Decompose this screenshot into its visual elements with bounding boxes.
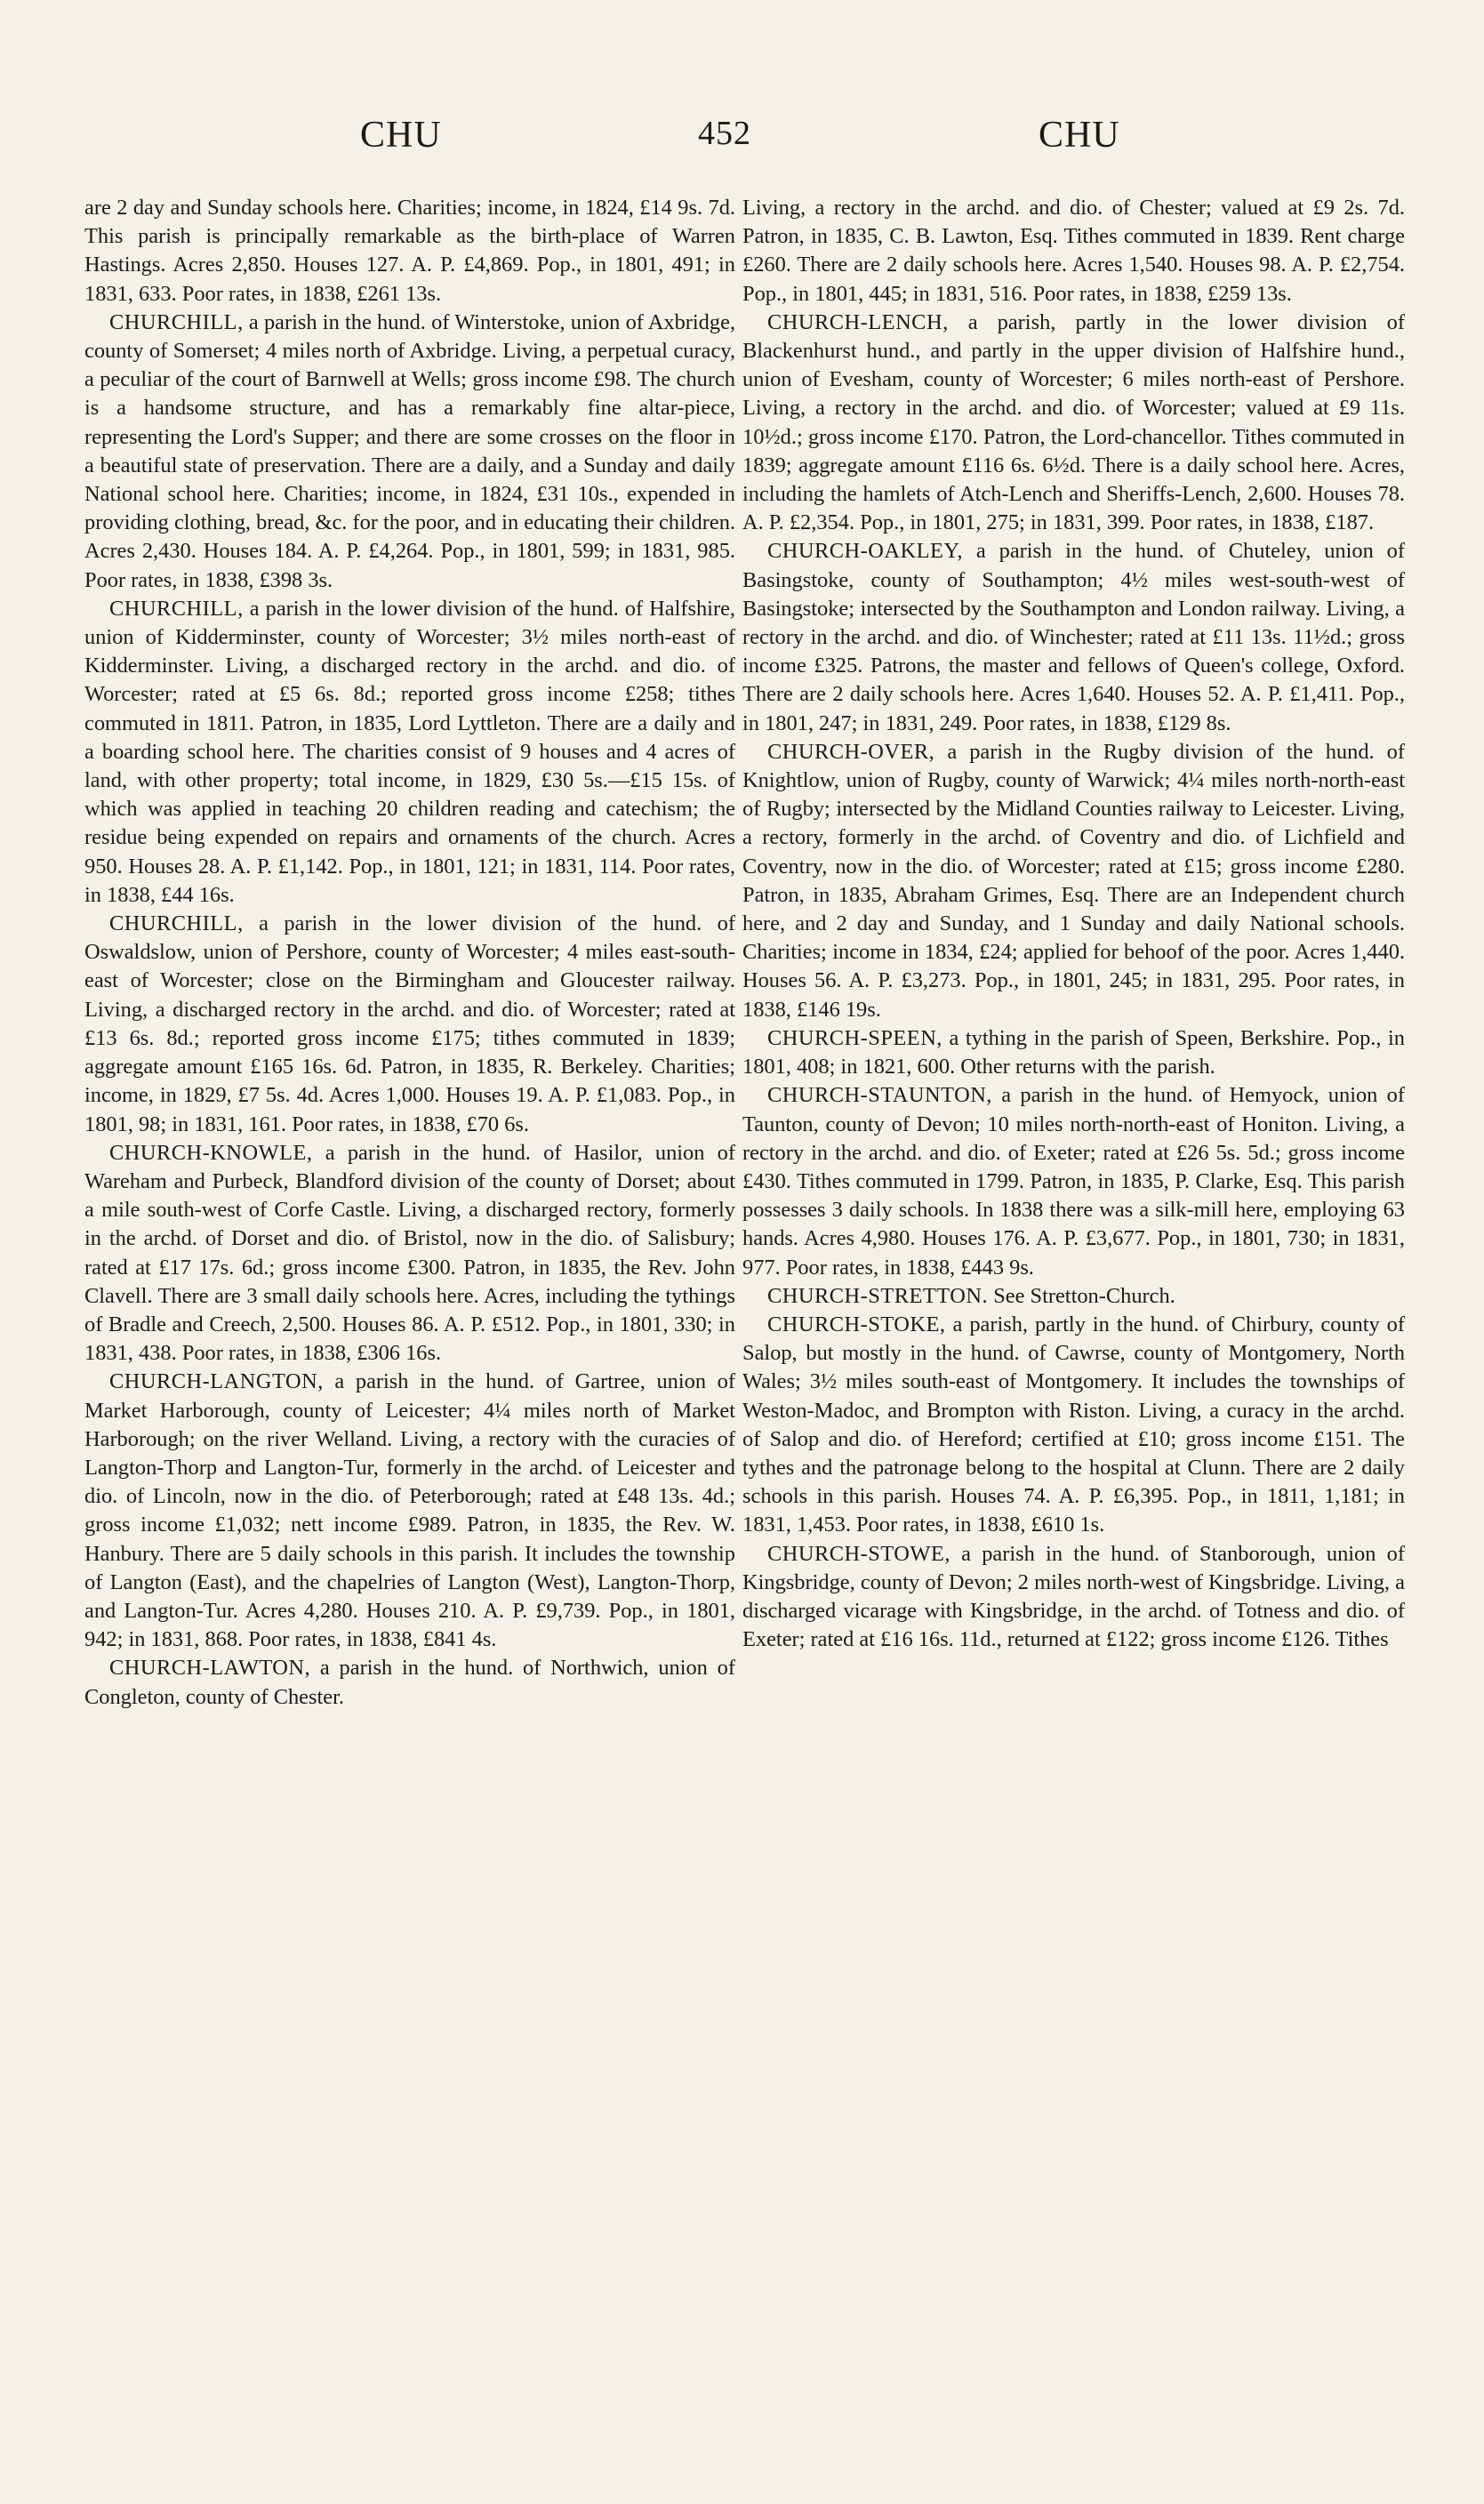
entry-headword: CHURCH-OVER, (767, 739, 935, 764)
entry-text: a parish in the hund. of Chuteley, union of Basingstoke, county of Southampton; 4½ miles west-south-west of Basingstoke; intersected by the Southampton and London railway. Living, a rectory in the archd. and dio. of Winchester; rated at £11 13s. 11½d.; gross income £325. Patrons, the master and fellows of Queen's college, Oxford. There are 2 daily schools here. Acres 1,640. Houses 52. A. P. £1,411. Pop., in 1801, 247; in 1831, 249. Poor rates, in 1838, £129 8s. (742, 539, 1405, 735)
entry-text: a parish in the hund. of Winterstoke, union of Axbridge, county of Somerset; 4 miles north of Axbridge. Living, a perpetual curacy, a peculiar of the court of Barnwell at Wells; gross income £98. The church is a handsome structure, and has a remarkably fine altar-piece, representing the Lord's Supper; and there are some crosses on the floor in a beautiful state of preservation. There are a daily, and a Sunday and daily National school here. Charities; income, in 1824, £31 10s., expended in providing clothing, bread, &c. for the poor, and in educating their children. Acres 2,430. Houses 184. A. P. £4,264. Pop., in 1801, 599; in 1831, 985. Poor rates, in 1838, £398 3s. (84, 309, 735, 592)
header-right-guide-word: CHU (1039, 115, 1120, 156)
entry (742, 537, 1405, 737)
entry-headword: CHURCHILL, (109, 596, 244, 621)
entry-text: Living, a rectory in the archd. and dio. of Chester; valued at £9 2s. 7d. Patron, in 1835, C. B. Lawton, Esq. Tithes commuted in 1839. Rent charge £260. There are 2 daily schools here. Acres 1,540. Houses 98. A. P. £2,754. Pop., in 1801, 445; in 1831, 516. Poor rates, in 1838, £259 13s. (742, 196, 1405, 306)
entry-headword: CHURCHILL, (109, 309, 244, 334)
entry-text: a tything in the parish of Speen, Berkshire. Pop., in 1801, 408; in 1821, 600. Other returns with the parish. (742, 1025, 1405, 1079)
header-left-guide-word: CHU (360, 115, 442, 156)
entry-headword: CHURCH-LANGTON, (109, 1369, 324, 1394)
entry-text: a parish in the lower division of the hund. of Oswaldslow, union of Pershore, county of Worcester; 4 miles east-south-east of Worcester; close on the Birmingham and Gloucester railway. Living, a discharged rectory in the archd. and dio. of Worcester; rated at £13 6s. 8d.; reported gross income £175; tithes commuted in 1839; aggregate amount £165 16s. 6d. Patron, in 1835, R. Berkeley. Charities; income, in 1829, £7 5s. 4d. Acres 1,000. Houses 19. A. P. £1,083. Pop., in 1801, 98; in 1831, 161. Poor rates, in 1838, £70 6s. (84, 911, 735, 1136)
entry-text: are 2 day and Sunday schools here. Charities; income, in 1824, £14 9s. 7d. This parish is principally remarkable as the birth-place of Warren Hastings. Acres 2,850. Houses 127. A. P. £4,869. Pop., in 1801, 491; in 1831, 633. Poor rates, in 1838, £261 13s. (84, 196, 735, 306)
page-number: 452 (698, 115, 751, 152)
entry-text: a parish in the hund. of Northwich, union of Congleton, county of Chester. (84, 1656, 735, 1709)
entry (742, 1311, 1405, 1540)
entry (742, 1024, 1405, 1081)
entry (84, 309, 735, 595)
entry-headword: CHURCH-STOWE, (767, 1541, 951, 1566)
entry-headword: CHURCH-STOKE, (767, 1312, 946, 1336)
entry-text: a parish in the hund. of Gartree, union of Market Harborough, county of Leicester; 4¼ miles north of Market Harborough; on the river Welland. Living, a rectory with the curacies of Langton-Thorp and Langton-Tur, formerly in the archd. of Leicester and dio. of Lincoln, now in the dio. of Peterborough; rated at £48 13s. 4d.; gross income £1,032; nett income £989. Patron, in 1835, the Rev. W. Hanbury. There are 5 daily schools in this parish. It includes the township of Langton (East), and the chapelries of Langton (West), Langton-Thorp, and Langton-Tur. Acres 4,280. Houses 210. A. P. £9,739. Pop., in 1801, 942; in 1831, 868. Poor rates, in 1838, £841 4s. (84, 1369, 735, 1652)
entry-headword: CHURCH-STAUNTON, (767, 1083, 992, 1108)
entry-headword: CHURCH-LAWTON, (109, 1656, 311, 1681)
entry (84, 194, 735, 309)
entry-text: a parish, partly in the hund. of Chirbury, county of Salop, but mostly in the hund. of Cawrse, county of Montgomery, North Wales; 3½ miles south-east of Montgomery. It includes the townships of Weston-Madoc, and Brompton with Riston. Living, a curacy in the archd. of Salop and dio. of Hereford; certified at £10; gross income £151. The tythes and the patronage belong to the hospital at Clunn. There are 2 daily schools in this parish. Houses 74. A. P. £6,395. Pop., in 1811, 1,181; in 1831, 1,453. Poor rates, in 1838, £610 1s. (742, 1312, 1405, 1537)
entry-headword: CHURCH-STRETTON. (767, 1283, 989, 1308)
left-column (84, 194, 735, 1712)
entry-headword: CHURCH-LENCH, (767, 309, 949, 334)
entry-text: a parish in the hund. of Stanborough, union of Kingsbridge, county of Devon; 2 miles north-west of Kingsbridge. Living, a discharged vicarage with Kingsbridge, in the archd. of Totness and dio. of Exeter; rated at £16 16s. 11d., returned at £122; gross income £126. Tithes (742, 1541, 1405, 1652)
entry (742, 1540, 1405, 1655)
entry-text: a parish in the Rugby division of the hund. of Knightlow, union of Rugby, county of Warwick; 4¼ miles north-north-east of Rugby; intersected by the Midland Counties railway to Leicester. Living, a rectory, formerly in the archd. of Coventry and dio. of Lichfield and Coventry, now in the dio. of Worcester; rated at £15; gross income £280. Patron, in 1835, Abraham Grimes, Esq. There are an Independent church here, and 2 day and Sunday, and 1 Sunday and daily National schools. Charities; income in 1834, £24; applied for behoof of the poor. Acres 1,440. Houses 56. A. P. £3,273. Pop., in 1801, 245; in 1831, 295. Poor rates, in 1838, £146 19s. (742, 739, 1405, 1022)
running-header (0, 114, 1484, 167)
entry (742, 1282, 1405, 1311)
right-column (742, 194, 1405, 1654)
entry-text: a parish in the lower division of the hund. of Halfshire, union of Kidderminster, county of Worcester; 3½ miles north-east of Kidderminster. Living, a discharged rectory in the archd. and dio. of Worcester; rated at £5 6s. 8d.; reported gross income £258; tithes commuted in 1811. Patron, in 1835, Lord Lyttleton. There are a daily and a boarding school here. The charities consist of 9 houses and 4 acres of land, with other property; total income, in 1829, £30 5s.—£15 15s. of which was applied in teaching 20 children reading and catechism; the residue being expended on repairs and ornaments of the church. Acres 950. Houses 28. A. P. £1,142. Pop., in 1801, 121; in 1831, 114. Poor rates, in 1838, £44 16s. (84, 596, 735, 907)
entry (742, 194, 1405, 309)
entry (84, 1368, 735, 1654)
entry (84, 595, 735, 910)
entry-text: a parish, partly in the lower division of Blackenhurst hund., and partly in the upper division of Halfshire hund., union of Evesham, county of Worcester; 6 miles north-east of Pershore. Living, a rectory in the archd. and dio. of Worcester; valued at £9 11s. 10½d.; gross income £170. Patron, the Lord-chancellor. Tithes commuted in 1839; aggregate amount £116 6s. 6½d. There is a daily school here. Acres, including the hamlets of Atch-Lench and Sheriffs-Lench, 2,600. Houses 78. A. P. £2,354. Pop., in 1801, 275; in 1831, 399. Poor rates, in 1838, £187. (742, 309, 1405, 535)
entry-text: a parish in the hund. of Hemyock, union of Taunton, county of Devon; 10 miles north-north-east of Honiton. Living, a rectory in the archd. and dio. of Exeter; rated at £26 5s. 5d.; gross income £430. Tithes commuted in 1799. Patron, in 1835, P. Clarke, Esq. This parish possesses 3 daily schools. In 1838 there was a silk-mill here, employing 63 hands. Acres 4,980. Houses 176. A. P. £3,677. Pop., in 1801, 730; in 1831, 977. Poor rates, in 1838, £443 9s. (742, 1083, 1405, 1280)
entry (84, 1654, 735, 1711)
entry (742, 309, 1405, 538)
entry (742, 1081, 1405, 1281)
entry-headword: CHURCH-KNOWLE, (109, 1140, 313, 1165)
entry-text: a parish in the hund. of Hasilor, union of Wareham and Purbeck, Blandford division of the county of Dorset; about a mile south-west of Corfe Castle. Living, a discharged rectory, formerly in the archd. of Dorset and dio. of Bristol, now in the dio. of Salisbury; rated at £17 17s. 6d.; gross income £300. Patron, in 1835, the Rev. John Clavell. There are 3 small daily schools here. Acres, including the tythings of Bradle and Creech, 2,500. Houses 86. A. P. £512. Pop., in 1801, 330; in 1831, 438. Poor rates, in 1838, £306 16s. (84, 1140, 735, 1366)
entry-headword: CHURCHILL, (109, 911, 244, 936)
entry-text: See Stretton-Church. (988, 1283, 1175, 1308)
entry (84, 1139, 735, 1368)
entry-headword: CHURCH-OAKLEY, (767, 539, 963, 564)
entry (742, 738, 1405, 1024)
entry (84, 910, 735, 1139)
entry-headword: CHURCH-SPEEN, (767, 1025, 943, 1050)
